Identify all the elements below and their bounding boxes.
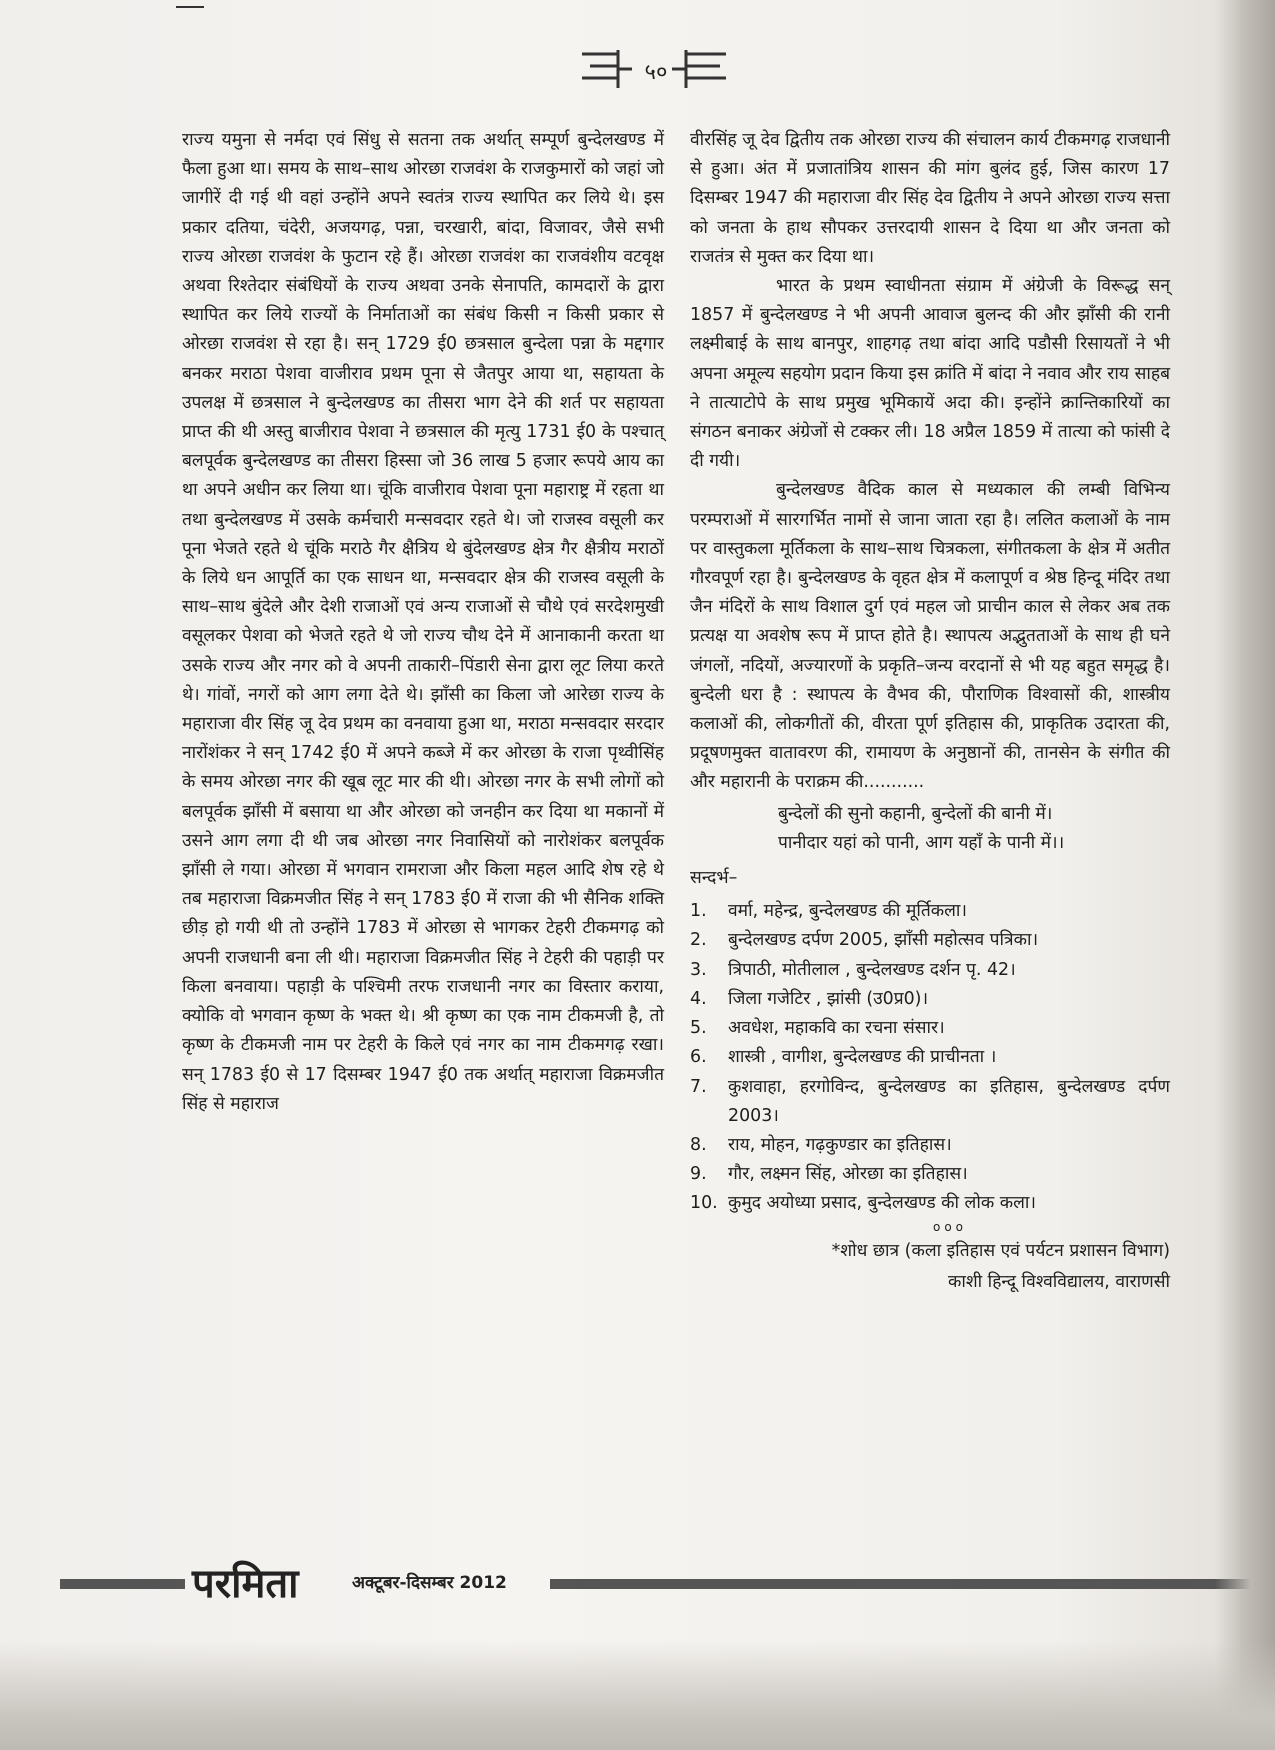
reference-item (690, 1160, 1170, 1189)
reference-item (690, 985, 1170, 1014)
paragraph-3: बुन्देलखण्ड वैदिक काल से मध्यकाल की लम्बी विभिन्य परम्पराओं में सारगर्भित नामों से जाना जाता रहा है। ललित कलाओं के नाम पर वास्तुकला मूर्तिकला के साथ–साथ चित्रकला, संगीतकला के क्षेत्र में अतीत गौरवपूर्ण रहा है। बुन्देलखण्ड के वृहत क्षेत्र में कलापूर्ण व श्रेष्ठ हिन्दू मंदिर तथा जैन मंदिरों के साथ विशाल दुर्ग एवं महल जो प्राचीन काल से लेकर अब तक प्रत्यक्ष या अवशेष रूप में प्राप्त होते है। स्थापत्य अद्भुतताओं के साथ ही घने जंगलों, नदियों, अज्यारणों के प्रकृति–जन्य वरदानों से भी यह बहुत समृद्ध है। बुन्देली धरा है : स्थापत्य के वैभव की, पौराणिक विश्वासों की, शास्त्रीय कलाओं की, लोकगीतों की, वीरता पूर्ण इतिहास की, प्राकृतिक उदारता की, प्रदूषणमुक्त वातावरण की, रामायण के अनुष्ठानों की, तानसेन के संगीत की और महारानी के पराक्रम की........... (690, 480, 1170, 793)
reference-item (690, 897, 1170, 926)
page-bottom-shadow (0, 1640, 1275, 1750)
reference-number: 7. (690, 1076, 707, 1097)
reference-item (690, 926, 1170, 955)
reference-text: गौर, लक्ष्मन सिंह, ओरछा का इतिहास। (728, 1164, 968, 1185)
references-list (690, 897, 1170, 1218)
reference-text: शास्त्री , वागीश, बुन्देलखण्ड की प्राचीनता । (728, 1047, 997, 1068)
reference-text: कुमुद अयोध्या प्रसाद, बुन्देलखण्ड की लोक कला। (728, 1193, 1036, 1214)
reference-number: 2. (690, 930, 707, 951)
references-heading: सन्दर्भ– (690, 868, 738, 889)
reference-item (690, 1131, 1170, 1160)
reference-number: 9. (690, 1164, 707, 1185)
author-university: काशी हिन्दू विश्वविद्यालय, वाराणसी (947, 1271, 1170, 1292)
reference-text: बुन्देलखण्ड दर्पण 2005, झाँसी महोत्सव पत्रिका। (728, 930, 1039, 951)
poem-line: बुन्देलों की सुनो कहानी, बुन्देलों की बानी में। (778, 803, 1053, 824)
left-column-text: राज्य यमुना से नर्मदा एवं सिंधु से सतना तक अर्थात् सम्पूर्ण बुन्देलखण्ड में फैला हुआ था। समय के साथ–साथ ओरछा राजवंश के राजकुमारों को जहां जो जागीरें दी गई थी वहां उन्होंने अपने स्वतंत्र राज्य स्थापित कर लिये थे। इस प्रकार दतिया, चंदेरी, अजयगढ़, पन्ना, चरखारी, बांदा, विजावर, जैसे सभी राज्य ओरछा राजवंश के फुटान रहे हैं। ओरछा राजवंश का राजवंशीय वटवृक्ष अथवा रिश्तेदार संबंधियों के राज्य अथवा उनके सेनापति, कामदारों के द्वारा स्थापित कर लिये राज्यों के निर्माताओं का संबंध किसी न किसी प्रकार से ओरछा राजवंश से रहा है। सन् 1729 ई0 छत्रसाल बुन्देला पन्ना के मद्दगार बनकर मराठा पेशवा वाजीराव प्रथम पूना से जैतपुर आया था, सहायता के उपलक्ष में छत्रसाल ने बुन्देलखण्ड का तीसरा भाग देने की शर्त पर सहायता प्राप्त की थी अस्तु बाजीराव पेशवा ने छत्रसाल की मृत्यु 1731 ई0 के पश्चात् बलपूर्वक बुन्देलखण्ड का तीसरा हिस्सा जो 36 लाख 5 हजार रूपये आय का था अपने अधीन कर लिया था। चूंकि वाजीराव पेशवा पूना महाराष्ट्र में रहता था तथा बुन्देलखण्ड में उसके कर्मचारी मन्सवदार रहते थे। जो राजस्व वसूली कर पूना भेजते रहते थे चूंकि मराठे गैर क्षैत्रिय थे बुंदेलखण्ड क्षेत्र गैर क्षैत्रीय मराठों के लिये धन आपूर्ति का एक साधन था, मन्सवदार क्षेत्र की राजस्व वसूली के साथ–साथ बुंदेले और देशी राजाओं एवं अन्य राजाओं से चौथे एवं सरदेशमुखी वसूलकर पेशवा को भेजते रहते थे जो राज्य चौथ देने में आनाकानी करता था उसके राज्य और नगर को वे अपनी ताकारी–पिंडारी सेना द्वारा लूट लिया करते थे। गांवों, नगरों को आग लगा देते थे। झाँसी का किला जो आरेछा राज्य के महाराजा वीर सिंह जू देव प्रथम का वनवाया हुआ था, मराठा मन्सवदार सरदार नारोंशंकर ने सन् 1742 ई0 में अपने कब्जे में कर ओरछा के राजा पृथ्वीसिंह के समय ओरछा नगर की खूब लूट मार की थी। ओरछा नगर के सभी लोगों को बलपूर्वक झाँसी में बसाया था और ओरछा को जनहीन कर दिया था मकानों में उसने आग लगा दी थी जब ओरछा नगर निवासियों को नारोशंकर बलपूर्वक झाँसी ले गया। ओरछा में भगवान रामराजा और किला महल आदि शेष रहे थे तब महाराजा विक्रमजीत सिंह ने सन् 1783 ई0 में राजा की भी सैनिक शक्ति छीड़ हो गयी थी तो उन्होंने 1783 में ओरछा से भागकर टेहरी टीकमगढ़ को अपनी राजधानी बना ली थी। महाराजा विक्रमजीत सिंह ने टेहरी की पहाड़ी पर किला बनवाया। पहाड़ी के पश्चिमी तरफ राजधानी नगर का विस्तार कराया, क्योकि वो भगवान कृष्ण के भक्त थे। श्री कृष्ण का एक नाम टीकमजी है, तो कृष्ण के टीकमजी नाम पर टेहरी के किले एवं नगर का नाम टीकमगढ़ रखा। सन् 1783 ई0 से 17 दिसम्बर 1947 ई0 तक अर्थात् महाराजा विक्रमजीत सिंह से महाराज (182, 130, 664, 1114)
paragraph-2: भारत के प्रथम स्वाधीनता संग्राम में अंग्रेजी के विरूद्ध सन् 1857 में बुन्देलखण्ड ने भी अपनी आवाज बुलन्द की और झाँसी की रानी लक्ष्मीबाई के साथ बानपुर, शाहगढ़ तथा बांदा आदि पडौसी रिसायतों ने भी अपना अमूल्य सहयोग प्रदान किया इस क्रांति में बांदा ने नवाव और राय साहब ने तात्याटोपे के साथ प्रमुख भूमिकायें अदा की। इन्होंने क्रान्तिकारियों का संगठन बनाकर अंग्रेजों से टक्कर ली। 18 अप्रैल 1859 में तात्या को फांसी दे दी गयी। (690, 276, 1170, 472)
issue-date: अक्टूबर-दिसम्बर 2012 (352, 1573, 507, 1593)
reference-number: 6. (690, 1047, 707, 1068)
page-number: ५० (644, 60, 668, 85)
poem-couplet (778, 800, 1170, 858)
reference-text: राय, मोहन, गढ़कुण्डार का इतिहास। (728, 1134, 952, 1155)
journal-name: परमिता (192, 1560, 299, 1607)
reference-item (690, 1073, 1170, 1131)
paragraph-1: वीरसिंह जू देव द्वितीय तक ओरछा राज्य की संचालन कार्य टीकमगढ़ राजधानी से हुआ। अंत में प्रजातांत्रिय शासन की मांग बुलंद हुई, जिस कारण 17 दिसम्बर 1947 की महाराजा वीर सिंह देव द्वितीय ने अपने ओरछा राज्य सत्ता को जनता के हाथ सौपकर उत्तरदायी शासन दे दिया था और जनता को राजतंत्र से मुक्त कर दिया था। (690, 130, 1170, 267)
right-column (690, 126, 1170, 1297)
section-separator: ooo (932, 1219, 968, 1234)
reference-item (690, 1043, 1170, 1072)
reference-item (690, 1014, 1170, 1043)
reference-item (690, 1189, 1170, 1218)
reference-number: 10. (690, 1193, 718, 1214)
reference-text: कुशवाहा, हरगोविन्द, बुन्देलखण्ड का इतिहास, बुन्देलखण्ड दर्पण 2003। (728, 1076, 1170, 1126)
reference-text: त्रिपाठी, मोतीलाल , बुन्देलखण्ड दर्शन पृ. 42। (728, 959, 1016, 980)
reference-number: 1. (690, 901, 707, 922)
page-edge-shadow (1215, 0, 1275, 1750)
reference-number: 5. (690, 1018, 707, 1039)
left-column (182, 126, 664, 1119)
footer-rule-left (60, 1579, 185, 1589)
reference-text: जिला गजेटिर , झांसी (उ0प्र0)। (728, 988, 929, 1009)
reference-text: अवधेश, महाकवि का रचना संसार। (728, 1018, 945, 1039)
reference-number: 3. (690, 959, 707, 980)
reference-number: 4. (690, 988, 707, 1009)
reference-number: 8. (690, 1134, 707, 1155)
reference-item (690, 956, 1170, 985)
footer-rule-right (550, 1579, 1250, 1589)
poem-line: पानीदार यहां को पानी, आग यहाँ के पानी में।। (778, 832, 1065, 853)
top-rule (176, 6, 204, 8)
reference-text: वर्मा, महेन्द्र, बुन्देलखण्ड की मूर्तिकला। (728, 901, 968, 922)
author-affiliation: *शोध छात्र (कला इतिहास एवं पर्यटन प्रशासन विभाग) (831, 1240, 1170, 1261)
